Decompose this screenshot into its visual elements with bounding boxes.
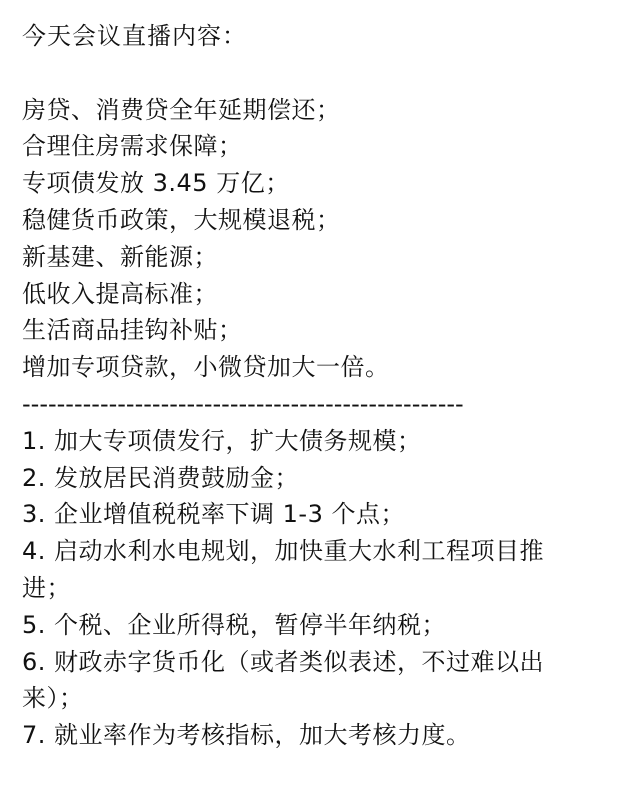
numbered-item-continuation: 来）； bbox=[22, 684, 84, 713]
numbered-item: 4. 启动水利水电规划，加快重大水利工程项目推 bbox=[22, 537, 545, 566]
numbered-list bbox=[22, 423, 622, 754]
summary-list bbox=[22, 92, 622, 386]
numbered-item: 6. 财政赤字货币化（或者类似表述，不过难以出 bbox=[22, 647, 545, 676]
summary-item: 增加专项贷款，小微贷加大一倍。 bbox=[22, 353, 390, 382]
document-title: 今天会议直播内容： bbox=[22, 22, 247, 50]
summary-item: 新基建、新能源； bbox=[22, 242, 218, 271]
numbered-item: 1. 加大专项债发行，扩大债务规模； bbox=[22, 426, 422, 455]
numbered-item: 2. 发放居民消费鼓励金； bbox=[22, 463, 300, 492]
summary-item: 稳健货币政策，大规模退税； bbox=[22, 205, 341, 234]
summary-item: 低收入提高标准； bbox=[22, 279, 218, 308]
numbered-item: 7. 就业率作为考核指标，加大考核力度。 bbox=[22, 721, 471, 750]
summary-item: 专项债发放 3.45 万亿； bbox=[22, 169, 290, 198]
document-body bbox=[22, 18, 622, 754]
summary-item: 合理住房需求保障； bbox=[22, 132, 243, 161]
summary-item: 房贷、消费贷全年延期偿还； bbox=[22, 95, 341, 124]
numbered-item: 3. 企业增值税税率下调 1-3 个点； bbox=[22, 500, 405, 529]
blank-line bbox=[22, 55, 622, 92]
dashed-divider: --------------------------------------------------- bbox=[22, 389, 464, 418]
numbered-item: 5. 个税、企业所得税，暂停半年纳税； bbox=[22, 610, 447, 639]
numbered-item-continuation: 进； bbox=[22, 573, 71, 602]
summary-item: 生活商品挂钩补贴； bbox=[22, 316, 243, 345]
